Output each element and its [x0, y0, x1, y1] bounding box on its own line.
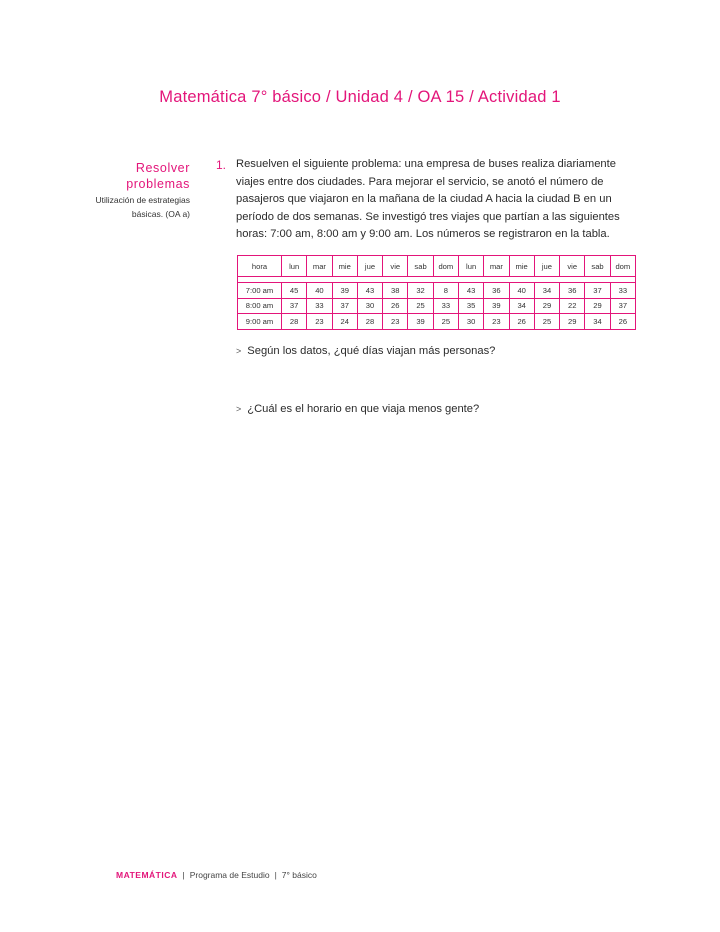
- passenger-table: [237, 255, 636, 330]
- table-cell: 24: [332, 314, 357, 330]
- header-cell: lun: [458, 256, 483, 277]
- section-subheading-line2: básicas. (OA a): [131, 209, 190, 219]
- section-heading-line2: problemas: [126, 177, 190, 191]
- table-cell: 28: [357, 314, 382, 330]
- table-cell: 37: [610, 298, 635, 314]
- table-cell: 43: [458, 283, 483, 299]
- table-cell: 33: [307, 298, 332, 314]
- table-cell: 36: [560, 283, 585, 299]
- table-cell: 34: [585, 314, 610, 330]
- footer-brand: MATEMÁTICA: [116, 870, 178, 880]
- footer: [116, 870, 317, 880]
- header-cell: hora: [238, 256, 282, 277]
- table-cell: 28: [282, 314, 307, 330]
- table-cell: 25: [408, 298, 433, 314]
- table-cell: 29: [560, 314, 585, 330]
- footer-grade: 7° básico: [281, 870, 317, 880]
- question-text: Resuelven el siguiente problema: una empresa de buses realiza diariamente viajes entre dos ciudades. Para mejorar el servicio, se anotó el número de pasajeros que viajaron en la mañana de la ciudad A hacia la ciudad B en un período de dos semanas. Se investigó tres viajes que partían a las siguientes horas: 7:00 am, 8:00 am y 9:00 am. Los números se registraron en la tabla.: [236, 158, 620, 240]
- table-cell: 30: [458, 314, 483, 330]
- table-cell: 37: [282, 298, 307, 314]
- table-cell: 25: [534, 314, 559, 330]
- footer-separator: |: [182, 870, 185, 880]
- table-cell: 38: [383, 283, 408, 299]
- table-cell: 26: [383, 298, 408, 314]
- section-subheading: [96, 193, 191, 221]
- table-cell: 34: [509, 298, 534, 314]
- footer-separator: |: [274, 870, 277, 880]
- table-cell: 34: [534, 283, 559, 299]
- table-cell: 35: [458, 298, 483, 314]
- table-cell: 26: [509, 314, 534, 330]
- header-cell: mie: [332, 256, 357, 277]
- table-cell: 39: [332, 283, 357, 299]
- question-number: 1.: [216, 158, 227, 172]
- section-heading-line1: Resolver: [135, 161, 190, 175]
- header-cell: sab: [585, 256, 610, 277]
- table-cell: 23: [484, 314, 509, 330]
- prompt-item: [236, 345, 495, 357]
- table-cell: 29: [585, 298, 610, 314]
- prompt-text: ¿Cuál es el horario en que viaja menos gente?: [247, 403, 480, 415]
- table-cell: 32: [408, 283, 433, 299]
- table-cell: 8:00 am: [238, 298, 282, 314]
- table-cell: 36: [484, 283, 509, 299]
- header-cell: vie: [560, 256, 585, 277]
- table-cell: 26: [610, 314, 635, 330]
- table-cell: 33: [433, 298, 458, 314]
- header-cell: vie: [383, 256, 408, 277]
- header-cell: dom: [433, 256, 458, 277]
- section-heading: [126, 160, 190, 192]
- table-cell: 9:00 am: [238, 314, 282, 330]
- header-cell: sab: [408, 256, 433, 277]
- table-cell: 22: [560, 298, 585, 314]
- table-cell: 23: [383, 314, 408, 330]
- table-cell: 29: [534, 298, 559, 314]
- table-cell: 37: [585, 283, 610, 299]
- header-cell: jue: [357, 256, 382, 277]
- table-row: [238, 298, 636, 314]
- table-cell: 43: [357, 283, 382, 299]
- table-cell: 40: [509, 283, 534, 299]
- section-subheading-line1: Utilización de estrategias: [95, 195, 190, 205]
- table-header-row: [238, 256, 636, 277]
- header-cell: jue: [534, 256, 559, 277]
- page-title: Matemática 7° básico / Unidad 4 / OA 15 / Actividad 1: [159, 88, 561, 106]
- table-cell: 37: [332, 298, 357, 314]
- header-cell: mie: [509, 256, 534, 277]
- table-cell: 45: [282, 283, 307, 299]
- table-cell: 23: [307, 314, 332, 330]
- table-row: [238, 314, 636, 330]
- table-cell: 30: [357, 298, 382, 314]
- prompt-text: Según los datos, ¿qué días viajan más personas?: [247, 345, 496, 357]
- table-cell: 8: [433, 283, 458, 299]
- chevron-right-icon: >: [236, 346, 242, 356]
- header-cell: lun: [282, 256, 307, 277]
- footer-program: Programa de Estudio: [189, 870, 270, 880]
- header-cell: mar: [307, 256, 332, 277]
- chevron-right-icon: >: [236, 404, 242, 414]
- table-cell: 7:00 am: [238, 283, 282, 299]
- table-cell: 39: [408, 314, 433, 330]
- table-cell: 40: [307, 283, 332, 299]
- table-row: [238, 283, 636, 299]
- table-cell: 39: [484, 298, 509, 314]
- prompt-item: [236, 403, 479, 415]
- table-cell: 25: [433, 314, 458, 330]
- header-cell: dom: [610, 256, 635, 277]
- header-cell: mar: [484, 256, 509, 277]
- table-cell: 33: [610, 283, 635, 299]
